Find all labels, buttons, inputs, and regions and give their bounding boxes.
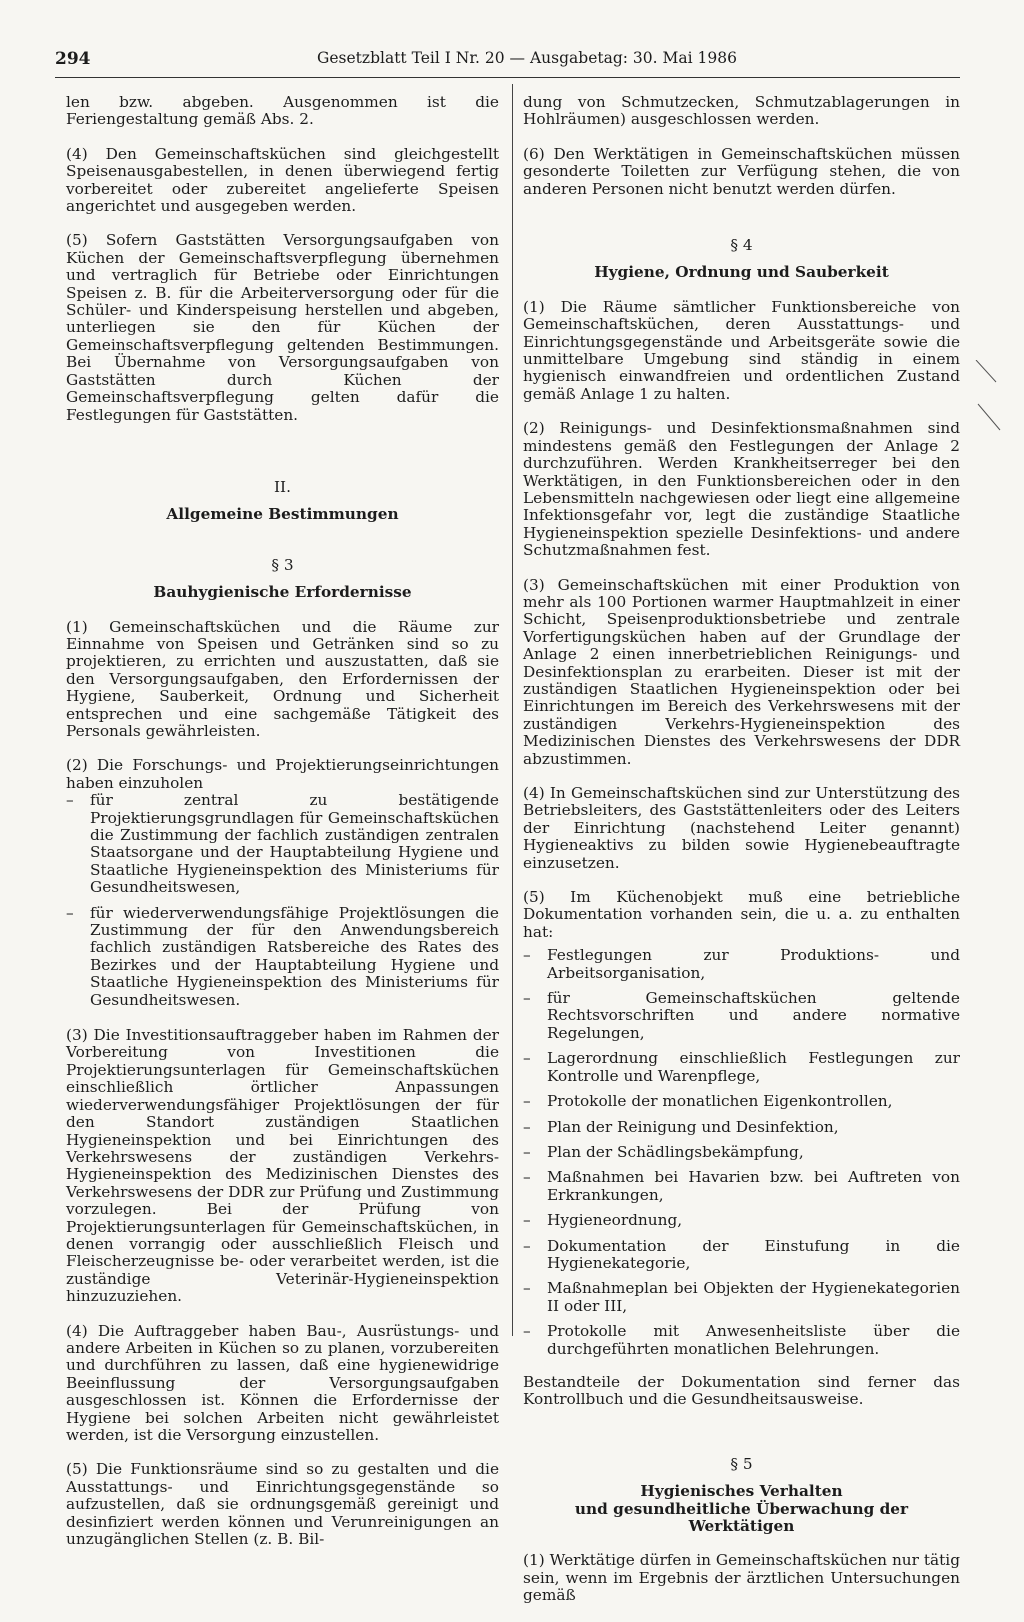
list-item: – Protokolle mit Anwesenheitsliste über die durchgeführten monatlichen Belehrungen.	[523, 1323, 960, 1358]
paragraph: (5) Im Küchenobjekt muß eine betriebliche Dokumentation vorhanden sein, die u. a. zu enthalten hat:	[523, 888, 960, 941]
paragraph: (1) Werktätige dürfen in Gemeinschaftsküchen nur tätig sein, wenn im Ergebnis der ärztlichen Untersuchungen gemäß	[523, 1551, 960, 1605]
list-item: – Maßnahmen bei Havarien bzw. bei Auftreten von Erkrankungen,	[523, 1169, 960, 1204]
section-title: Hygiene, Ordnung und Sauberkeit	[594, 263, 889, 282]
paragraph: (3) Die Investitionsauftraggeber haben im Rahmen der Vorbereitung von Investitionen die Projektierungsunterlagen für Gemeinschaftsküchen einschließlich örtlicher Anpassungen wiederverwendungsfähiger Projektlösungen der für den Standort zuständigen Staatlichen Hygieneinspektion und bei Einrichtungen des Verkehrswesens der zuständigen Verkehrs-Hygieneinspektion des Medizinischen Dienstes des Verkehrswesens der DDR zur Prüfung und Zustimmung vorzulegen. Bei der Prüfung von Projektierungsunterlagen für Gemeinschaftsküchen, in denen vorrangig oder ausschließlich Fleisch und Fleischerzeugnisse be- oder verarbeitet werden, ist die zuständige Veterinär-Hygieneinspektion hinzuzuziehen.	[66, 1026, 499, 1306]
paragraph: (4) In Gemeinschaftsküchen sind zur Unterstützung des Betriebsleiters, des Gaststättenleiters oder des Leiters der Einrichtung (nachstehend Leiter genannt) Hygieneaktivs zu bilden sowie Hygienebeauftragte einzusetzen.	[523, 784, 960, 872]
paragraph: dung von Schmutzecken, Schmutzablagerungen in Hohlräumen) ausgeschlossen werden.	[523, 93, 960, 129]
list-item: – Maßnahmeplan bei Objekten der Hygienekategorien II oder III,	[523, 1280, 960, 1315]
paragraph: (5) Die Funktionsräume sind so zu gestalten und die Ausstattungs- und Einrichtungsgegenstände so aufzustellen, daß sie ordnungsgemäß gereinigt und desinfiziert werden können und Verunreinigungen an unzugänglichen Stellen (z. B. Bil-	[66, 1460, 499, 1549]
section-title: und gesundheitliche Überwachung der Werktätigen	[574, 1499, 909, 1535]
left-column	[66, 94, 499, 1565]
list-item: – Plan der Reinigung und Desinfektion,	[523, 1119, 960, 1136]
list-item: – Lagerordnung einschließlich Festlegungen zur Kontrolle und Warenpflege,	[523, 1050, 960, 1085]
list-item: – Dokumentation der Einstufung in die Hygienekategorie,	[523, 1238, 960, 1273]
list-item: – Protokolle der monatlichen Eigenkontrollen,	[523, 1093, 960, 1110]
dash-list	[66, 792, 499, 1009]
right-column	[523, 94, 960, 1622]
page-number: 294	[55, 49, 91, 69]
paragraph: (3) Gemeinschaftsküchen mit einer Produktion von mehr als 100 Portionen warmer Hauptmahlzeit in einer Schicht, Speisenproduktionsbetriebe und zentrale Vorfertigungsküchen haben auf der Grundlage der Anlage 2 einen innerbetrieblichen Reinigungs- und Desinfektionsplan zu erarbeiten. Dieser ist mit der zuständigen Staatlichen Hygieneinspektion oder bei Einrichtungen im Bereich des Verkehrswesens mit der zuständigen Verkehrs-Hygieneinspektion des Medizinischen Dienstes des Verkehrswesens der DDR abzustimmen.	[523, 575, 960, 768]
paragraph: (1) Die Räume sämtlicher Funktionsbereiche von Gemeinschaftsküchen, deren Ausstattungs- und Einrichtungsgegenstände und Arbeitsgeräte sowie die unmittelbare Umgebung sind ständig in einem hygienisch einwandfreien und ordentlichen Zustand gemäß Anlage 1 zu halten.	[523, 297, 960, 403]
part-title: Allgemeine Bestimmungen	[166, 505, 399, 524]
paragraph: (4) Die Auftraggeber haben Bau-, Ausrüstungs- und andere Arbeiten in Küchen so zu planen, vorzubereiten und durchführen zu lassen, daß eine hygienewidrige Beeinflussung der Versorgungsaufgaben ausgeschlossen ist. Können die Erfordernisse der Hygiene bei solchen Arbeiten nicht gewährleistet werden, ist die Versorgung einzustellen.	[66, 1321, 499, 1444]
section-number: § 4	[730, 236, 753, 255]
gazette-title: Gesetzblatt Teil I Nr. 20 — Ausgabetag: 30. Mai 1986	[317, 49, 737, 67]
paragraph: (2) Reinigungs- und Desinfektionsmaßnahmen sind mindestens gemäß den Festlegungen der Anlage 2 durchzuführen. Werden Krankheitserreger bei den Werktätigen, in den Funktionsbereichen oder in den Lebensmitteln nachgewiesen oder liegt eine allgemeine Infektionsgefahr vor, legt die zuständige Staatliche Hygieneinspektion spezielle Desinfektions- und andere Schutzmaßnahmen fest.	[523, 419, 960, 560]
section-title: Bauhygienische Erfordernisse	[153, 583, 412, 602]
paragraph: (5) Sofern Gaststätten Versorgungsaufgaben von Küchen der Gemeinschaftsverpflegung übernehmen und vertraglich für Betriebe oder Einrichtungen Speisen z. B. für die Arbeiterversorgung oder für die Schüler- und Kinderspeisung herstellen und abgeben, unterliegen sie den für Küchen der Gemeinschaftsverpflegung geltenden Bestimmungen. Bei Übernahme von Versorgungsaufgaben von Gaststätten durch Küchen der Gemeinschaftsverpflegung gelten dafür die Festlegungen für Gaststätten.	[66, 231, 499, 424]
list-item: – Hygieneordnung,	[523, 1212, 960, 1229]
pencil-stroke	[978, 404, 1000, 430]
list-item: – für wiederverwendungsfähige Projektlösungen die Zustimmung der für den Anwendungsbereich fachlich zuständigen Ratsbereiche des Rates des Bezirkes und der Hauptabteilung Hygiene und Staatliche Hygieneinspektion des Ministeriums für Gesundheitswesen.	[66, 905, 499, 1009]
paragraph: (2) Die Forschungs- und Projektierungseinrichtungen haben einzuholen	[66, 756, 499, 792]
dash-list	[523, 947, 960, 1358]
pencil-stroke	[976, 360, 996, 382]
section-title: Hygienisches Verhalten	[640, 1482, 843, 1501]
part-number: II.	[274, 477, 291, 496]
column-divider	[512, 84, 513, 1336]
margin-pencil-marks	[964, 360, 1014, 440]
list-item: – für zentral zu bestätigende Projektierungsgrundlagen für Gemeinschaftsküchen die Zustimmung der fachlich zuständigen zentralen Staatsorgane und der Hauptabteilung Hygiene und Staatliche Hygieneinspektion des Ministeriums für Gesundheitswesen,	[66, 792, 499, 896]
paragraph: Bestandteile der Dokumentation sind ferner das Kontrollbuch und die Gesundheitsausweise.	[523, 1372, 960, 1409]
list-item: – für Gemeinschaftsküchen geltende Rechtsvorschriften und andere normative Regelungen,	[523, 990, 960, 1042]
page-header	[55, 49, 960, 71]
paragraph: (6) Den Werktätigen in Gemeinschaftsküchen müssen gesonderte Toiletten zur Verfügung stehen, die von anderen Personen nicht benutzt werden dürfen.	[523, 144, 960, 198]
header-rule	[55, 77, 960, 78]
section-number: § 3	[271, 555, 294, 574]
paragraph: (1) Gemeinschaftsküchen und die Räume zur Einnahme von Speisen und Getränken sind so zu projektieren, zu errichten und auszustatten, daß sie den Versorgungsaufgaben, den Erfordernissen der Hygiene, Sauberkeit, Ordnung und Sicherheit entsprechen und eine sachgemäße Tätigkeit des Personals gewährleisten.	[66, 617, 499, 740]
paragraph: len bzw. abgeben. Ausgenommen ist die Feriengestaltung gemäß Abs. 2.	[66, 93, 499, 129]
paragraph: (4) Den Gemeinschaftsküchen sind gleichgestellt Speisenausgabestellen, in denen überwiegend fertig vorbereitet oder zubereitet angelieferte Speisen angerichtet und ausgegeben werden.	[66, 144, 499, 216]
section-number: § 5	[730, 1454, 753, 1473]
list-item: – Festlegungen zur Produktions- und Arbeitsorganisation,	[523, 947, 960, 982]
list-item: – Plan der Schädlingsbekämpfung,	[523, 1144, 960, 1161]
